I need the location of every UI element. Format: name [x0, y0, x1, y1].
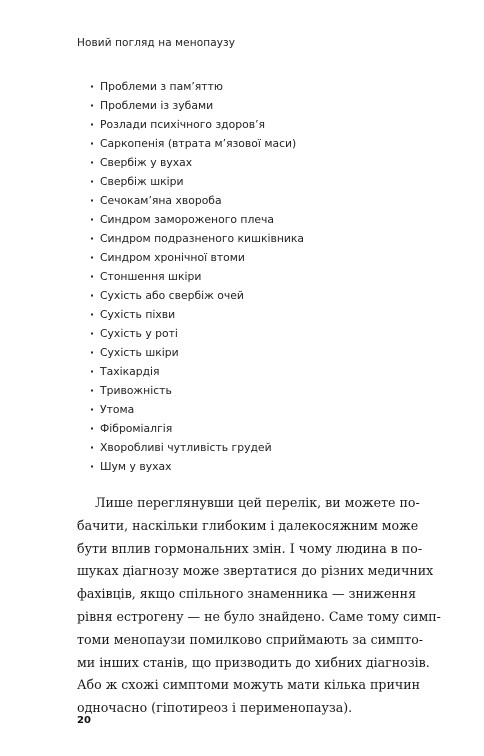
list-item-text: Сухість або свербіж очей: [100, 289, 244, 302]
list-item-text: Синдром замороженого плеча: [100, 213, 275, 226]
bullet: ·: [90, 156, 95, 169]
bullet: ·: [90, 422, 95, 435]
list-item-text: Шум у вухах: [100, 460, 172, 473]
page-number: 20: [77, 715, 91, 726]
running-header: Новий погляд на менопаузу: [77, 37, 236, 49]
paragraph-line: бути вплив гормональних змін. І чому людина в по-: [77, 540, 423, 556]
bullet: ·: [90, 175, 95, 188]
list-item: [90, 324, 304, 343]
list-item-text: Фіброміалгія: [100, 422, 173, 435]
bullet: ·: [90, 251, 95, 264]
list-item: [90, 191, 304, 210]
bullet: ·: [90, 346, 95, 359]
bullet: ·: [90, 460, 95, 473]
list-item: [90, 362, 304, 381]
bullet: ·: [90, 365, 95, 378]
list-item-text: Утома: [100, 403, 135, 416]
list-item: [90, 438, 304, 457]
list-item-text: Хворобливі чутливість грудей: [100, 441, 272, 454]
bullet: ·: [90, 137, 95, 150]
symptom-list: [90, 77, 304, 476]
list-item-text: Стоншення шкіри: [100, 270, 202, 283]
bullet: ·: [90, 270, 95, 283]
list-item: [90, 419, 304, 438]
paragraph-line: одночасно (гіпотиреоз і перименопауза).: [77, 700, 353, 716]
paragraph-line: Або ж схожі симптоми можуть мати кілька причин: [77, 677, 420, 693]
list-item-text: Саркопенія (втрата м’язової маси): [100, 137, 297, 150]
bullet: ·: [90, 403, 95, 416]
list-item-text: Тахікардія: [100, 365, 160, 378]
bullet: ·: [90, 213, 95, 226]
paragraph-line: шуках діагнозу може звертатися до різних медичних: [77, 563, 434, 579]
paragraph-line: бачити, наскільки глибоким і далекосяжним може: [77, 517, 419, 533]
body-paragraph: [77, 492, 441, 720]
bullet: ·: [90, 80, 95, 93]
bullet: ·: [90, 232, 95, 245]
list-item-text: Свербіж шкіри: [100, 175, 184, 188]
list-item-text: Сухість у роті: [100, 327, 178, 340]
list-item: [90, 77, 304, 96]
list-item-text: Сухість шкіри: [100, 346, 179, 359]
list-item: [90, 172, 304, 191]
bullet: ·: [90, 99, 95, 112]
list-item-text: Синдром подразненого кишківника: [100, 232, 305, 245]
list-item-text: Синдром хронічної втоми: [100, 251, 245, 264]
list-item: [90, 248, 304, 267]
list-item: [90, 381, 304, 400]
list-item: [90, 115, 304, 134]
list-item-text: Свербіж у вухах: [100, 156, 193, 169]
bullet: ·: [90, 384, 95, 397]
list-item-text: Проблеми із зубами: [100, 99, 214, 112]
list-item-text: Тривожність: [100, 384, 172, 397]
list-item: [90, 457, 304, 476]
paragraph-line: томи менопаузи помилково сприймають за симпто-: [77, 631, 424, 647]
bullet: ·: [90, 118, 95, 131]
list-item-text: Розлади психічного здоров’я: [100, 118, 266, 131]
paragraph-line: Лише переглянувши цей перелік, ви можете по-: [95, 495, 420, 510]
bullet: ·: [90, 308, 95, 321]
bullet: ·: [90, 289, 95, 302]
bullet: ·: [90, 441, 95, 454]
list-item: [90, 305, 304, 324]
list-item: [90, 229, 304, 248]
list-item-text: Сухість піхви: [100, 308, 176, 321]
list-item: [90, 210, 304, 229]
list-item: [90, 134, 304, 153]
bullet: ·: [90, 327, 95, 340]
paragraph-line: рівня естрогену — не було знайдено. Саме тому симп-: [77, 608, 441, 624]
list-item: [90, 153, 304, 172]
list-item: [90, 400, 304, 419]
list-item: [90, 286, 304, 305]
bullet: ·: [90, 194, 95, 207]
list-item-text: Сечокам’яна хвороба: [100, 194, 222, 207]
list-item: [90, 343, 304, 362]
paragraph-line: фахівців, якщо спільного знаменника — зниження: [77, 586, 417, 602]
paragraph-line: ми інших станів, що призводить до хибних діагнозів.: [77, 654, 430, 670]
list-item-text: Проблеми з пам’яттю: [100, 80, 223, 93]
list-item: [90, 96, 304, 115]
list-item: [90, 267, 304, 286]
